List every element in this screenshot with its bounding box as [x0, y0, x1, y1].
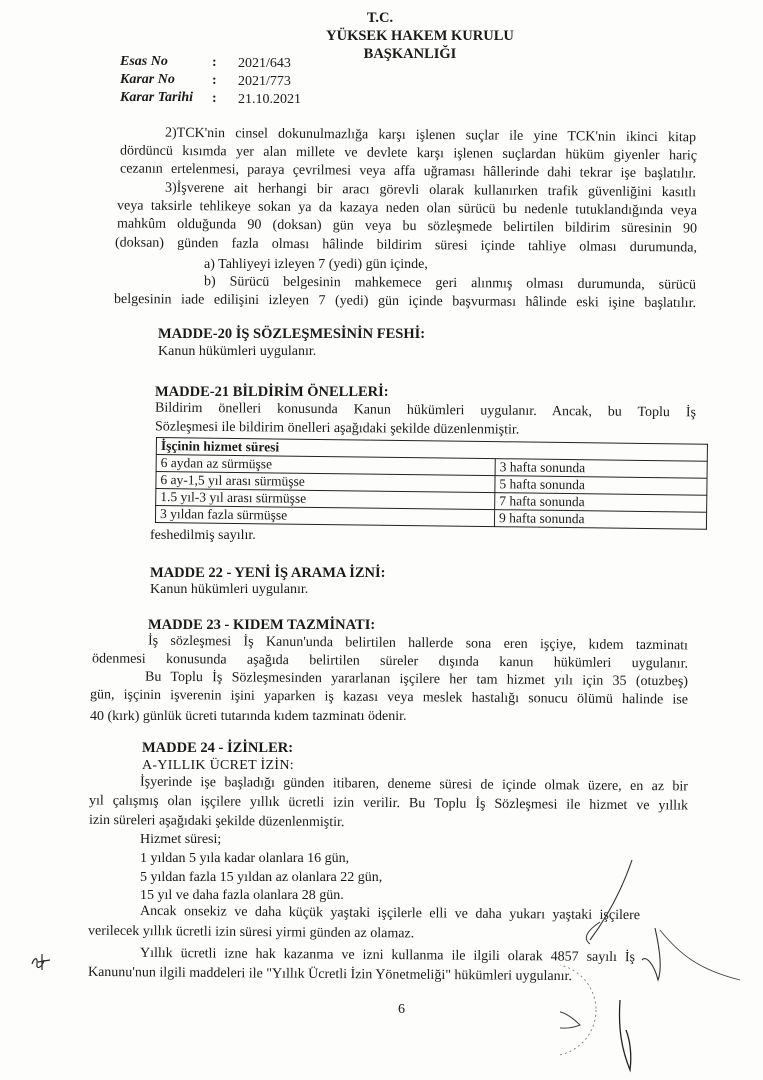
- text-line: dördüncü kısımda yer alan millete ve devlete karşı işlenen suçlardan hüküm giyenler hariç: [119, 143, 698, 164]
- table-header: İşçinin hizmet süresi: [156, 438, 707, 462]
- text-line: Hizmet süresi;: [140, 832, 222, 847]
- table-cell-notice: 3 hafta sonunda: [495, 459, 707, 479]
- text-line: Kanunu'nun ilgili maddeleri ile "Yıllık Ücretli İzin Yönetmeliği" hükümleri uygulanır.: [87, 964, 572, 985]
- section-title-madde21: MADDE-21 BİLDİRİM ÖNELLERİ:: [155, 384, 389, 400]
- section-text-madde21: Sözleşmesi ile bildirim önelleri aşağıdaki şekilde düzenlenmiştir.: [154, 419, 520, 438]
- meta-value-esas: 2021/643: [238, 56, 291, 71]
- section-text-madde21-after: feshedilmiş sayılır.: [150, 528, 256, 543]
- section-subtitle-madde24: A-YILLIK ÜCRET İZİN:: [142, 758, 294, 773]
- section-body-madde22: Kanun hükümleri uygulanır.: [150, 582, 309, 597]
- section-title-madde24: MADDE 24 - İZİNLER:: [142, 740, 294, 756]
- header-presidency: BAŞKANLIĞI: [363, 46, 457, 62]
- notice-period-table: [155, 437, 708, 530]
- table-cell-period: 1.5 yıl-3 yıl arası sürmüşse: [156, 489, 495, 510]
- meta-sep: :: [212, 91, 217, 106]
- meta-sep: :: [212, 73, 217, 88]
- text-line: Ancak onsekiz ve daha küçük yaştaki işçilerle elli ve daha yukarı yaştaki işçilere: [139, 903, 641, 924]
- table-cell-notice: 5 hafta sonunda: [495, 476, 707, 496]
- signature-stamp-mark: [560, 860, 760, 1075]
- meta-key-karar: Karar No: [120, 72, 175, 87]
- text-line: a) Tahliyeyi izleyen 7 (yedi) gün içinde,: [204, 257, 428, 272]
- text-line: b) Sürücü belgesinin mahkemece geri alınmış olması durumunda, sürücü: [203, 274, 697, 293]
- table-cell-notice: 7 hafta sonunda: [495, 493, 707, 513]
- text-line: Bu Toplu İş Sözleşmesinden yararlanan işçilere her tam hizmet yılı için 35 (otuzbeş): [144, 669, 689, 690]
- section-body-madde20: Kanun hükümleri uygulanır.: [158, 344, 317, 359]
- text-line: gün, işçinin işverenin işini yaparken iş kazası veya meslek hastalığı sonucu ölümü halinde ise: [89, 687, 689, 708]
- text-line: Yıllık ücretli izne hak kazanma ve izni kullanma ile ilgili olarak 4857 sayılı İş: [139, 945, 636, 966]
- meta-value-tarih: 21.10.2021: [238, 92, 301, 107]
- text-line: İş sözleşmesi İş Kanun'unda belirtilen hallerde sona eren işçiye, kıdem tazminatı: [147, 633, 689, 654]
- text-line: 1 yıldan 5 yıla kadar olanlara 16 gün,: [140, 851, 350, 866]
- section-title-madde20: MADDE-20 İŞ SÖZLEŞMESİNİN FESHİ:: [158, 326, 426, 342]
- section-title-madde23: MADDE 23 - KIDEM TAZMİNATI:: [148, 617, 376, 633]
- text-line: İşyerinde işe başladığı günden itibaren, deneme süresi de içinde olmak üzere, en az bir: [139, 774, 689, 795]
- text-line: 15 yıl ve daha fazla olanlara 28 gün.: [140, 888, 344, 903]
- meta-key-tarih: Karar Tarihi: [120, 90, 194, 105]
- text-line: 3)İşverene ait herhangi bir aracı görevli olarak kullanırken trafik güvenliğini kasıtlı: [164, 180, 697, 201]
- meta-key-esas: Esas No: [120, 54, 168, 69]
- header-court: YÜKSEK HAKEM KURULU: [326, 28, 514, 44]
- text-line: 2)TCK'nin cinsel dokunulmazlığa karşı işlenen suçlar ile yine TCK'nin ikinci kitap: [164, 125, 697, 146]
- text-line: veya taksirle tehlikeye sokan ya da kazaya neden olan sürücü bu nedenle tutuklandığında veya: [116, 198, 698, 219]
- text-line: mahkûm olduğunda 90 (doksan) gün veya bu sözleşmede belirtilen bildirim süresinin 90: [116, 216, 698, 237]
- text-line: ödenmesi konusunda aşağıda belirtilen süreler dışında kanun hükümleri uygulanır.: [91, 651, 689, 672]
- margin-initial-mark: [28, 950, 58, 974]
- text-line: verilecek yıllık ücretli izin süresi yirmi günden az olamaz.: [87, 923, 415, 942]
- text-line: yıl çalışmış olan işçilere yıllık ücretli izin verilir. Bu Toplu İş Sözleşmesi ile hizmet ve yıllık: [88, 793, 689, 814]
- meta-sep: :: [212, 55, 217, 70]
- header-tc: T.C.: [366, 10, 394, 26]
- text-line: belgesinin iade edilişini izleyen 7 (yedi) gün içinde başvurması hâlinde eski işine başlatılır.: [113, 291, 697, 312]
- text-line: cezanın ertelenmesi, paraya çevrilmesi veya affa uğraması hâllerinde dahi tekrar işe başlatılır.: [119, 161, 697, 182]
- table-cell-notice: 9 hafta sonunda: [494, 510, 706, 530]
- section-title-madde22: MADDE 22 - YENİ İŞ ARAMA İZNİ:: [150, 565, 386, 581]
- text-line: izin süreleri aşağıdaki şekilde düzenlenmiştir.: [88, 812, 345, 831]
- table-cell-period: 6 aydan az sürmüşse: [156, 455, 495, 476]
- table-cell-period: 3 yıldan fazla sürmüşse: [155, 506, 494, 527]
- text-line: 40 (kırk) günlük ücreti tutarında kıdem tazminatı ödenir.: [90, 709, 407, 724]
- text-line: (doksan) günden fazla olması hâlinde bildirim süresi içinde tahliye olması durumunda,: [114, 235, 698, 256]
- meta-value-karar: 2021/773: [238, 74, 291, 89]
- text-line: 5 yıldan fazla 15 yıldan az olanlara 22 gün,: [140, 870, 383, 885]
- section-text-madde21: Bildirim önelleri konusunda Kanun hükümleri uygulanır. Ancak, bu Toplu İş: [154, 400, 697, 421]
- page-number: 6: [398, 1002, 405, 1017]
- table-cell-period: 6 ay-1,5 yıl arası sürmüşse: [156, 472, 495, 493]
